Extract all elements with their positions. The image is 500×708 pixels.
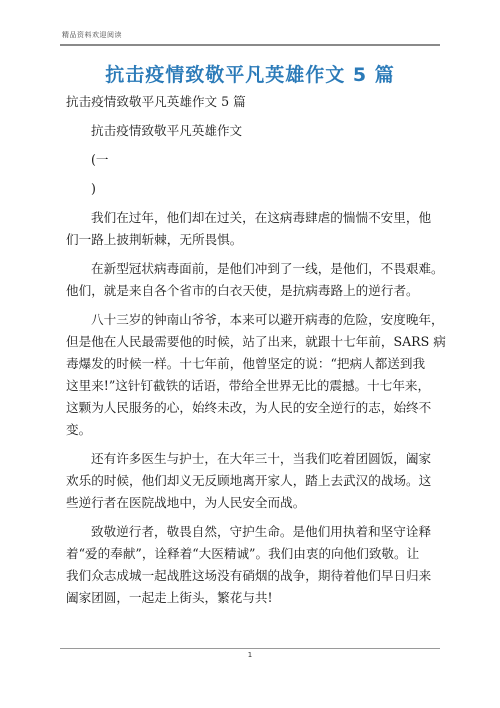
- paragraph-line: 这颗为人民服务的心，始终未改，为人民的安全逆行的志，始终不: [66, 400, 432, 415]
- paragraph-line: 着“爱的奉献”，诠释着“大医精诚”。我们由衷的向他们致敬。让: [66, 546, 420, 561]
- paragraph-1: [66, 207, 434, 251]
- paragraph-line: 在新型冠状病毒面前，是他们冲到了一线，是他们，不畏艰难。: [91, 261, 444, 276]
- paragraph-3: [66, 309, 446, 441]
- subtitle: 抗击疫情致敬平凡英雄作文 5 篇: [66, 94, 246, 109]
- paragraph-line: 八十三岁的钟南山爷爷，本来可以避开病毒的危险，安度晚年，: [91, 312, 444, 327]
- section-title: 抗击疫情致敬平凡英雄作文: [91, 123, 243, 138]
- paragraph-line: 但是他在人民最需要他的时候，站了出来，就跟十七年前，SARS 病: [66, 334, 446, 349]
- paragraph-2: [66, 258, 444, 302]
- header-note: 精品资料欢迎阅读: [62, 31, 122, 39]
- paragraph-line: 毒爆发的时候一样。十七年前，他曾坚定的说：“把病人都送到我: [66, 356, 426, 371]
- paragraph-line: 我们众志成城一起战胜这场没有硝烟的战争，期待着他们早日归来: [66, 568, 432, 583]
- paragraph-line: 这里来!”这针钉截铁的话语，带给全世界无比的震撼。十七年来，: [66, 378, 431, 393]
- document-body: [66, 91, 446, 609]
- page-number: 1: [247, 651, 253, 659]
- paragraph-line: 阖家团圆，一起走上街头，繁花与共!: [66, 590, 273, 605]
- paragraph-5: [66, 521, 434, 609]
- paragraph-line: 们一路上披荆斩棘，无所畏惧。: [66, 232, 243, 247]
- footer-divider: [60, 648, 440, 649]
- paragraph-line: 我们在过年，他们却在过关，在这病毒肆虐的惴惴不安里，他: [91, 210, 432, 225]
- header-divider: [60, 44, 440, 46]
- paragraph-line: 他们，就是来自各个省市的白衣天使，是抗病毒路上的逆行者。: [66, 283, 419, 298]
- section-number-close: ): [91, 181, 96, 196]
- paragraph-line: 变。: [66, 422, 92, 437]
- paragraph-line: 些逆行者在医院战地中，为人民安全而战。: [66, 495, 306, 510]
- paragraph-line: 欢乐的时候，他们却义无反顾地离开家人，踏上去武汉的战场。这: [66, 473, 432, 488]
- paragraph-4: [66, 448, 434, 514]
- document-title: 抗击疫情致敬平凡英雄作文 5 篇: [105, 64, 395, 86]
- paragraph-line: 致敬逆行者，敬畏自然，守护生命。是他们用执着和坚守诠释: [91, 524, 432, 539]
- paragraph-line: 还有许多医生与护士，在大年三十，当我们吃着团圆饭，阖家: [91, 451, 432, 466]
- section-number-open: (一: [91, 152, 109, 167]
